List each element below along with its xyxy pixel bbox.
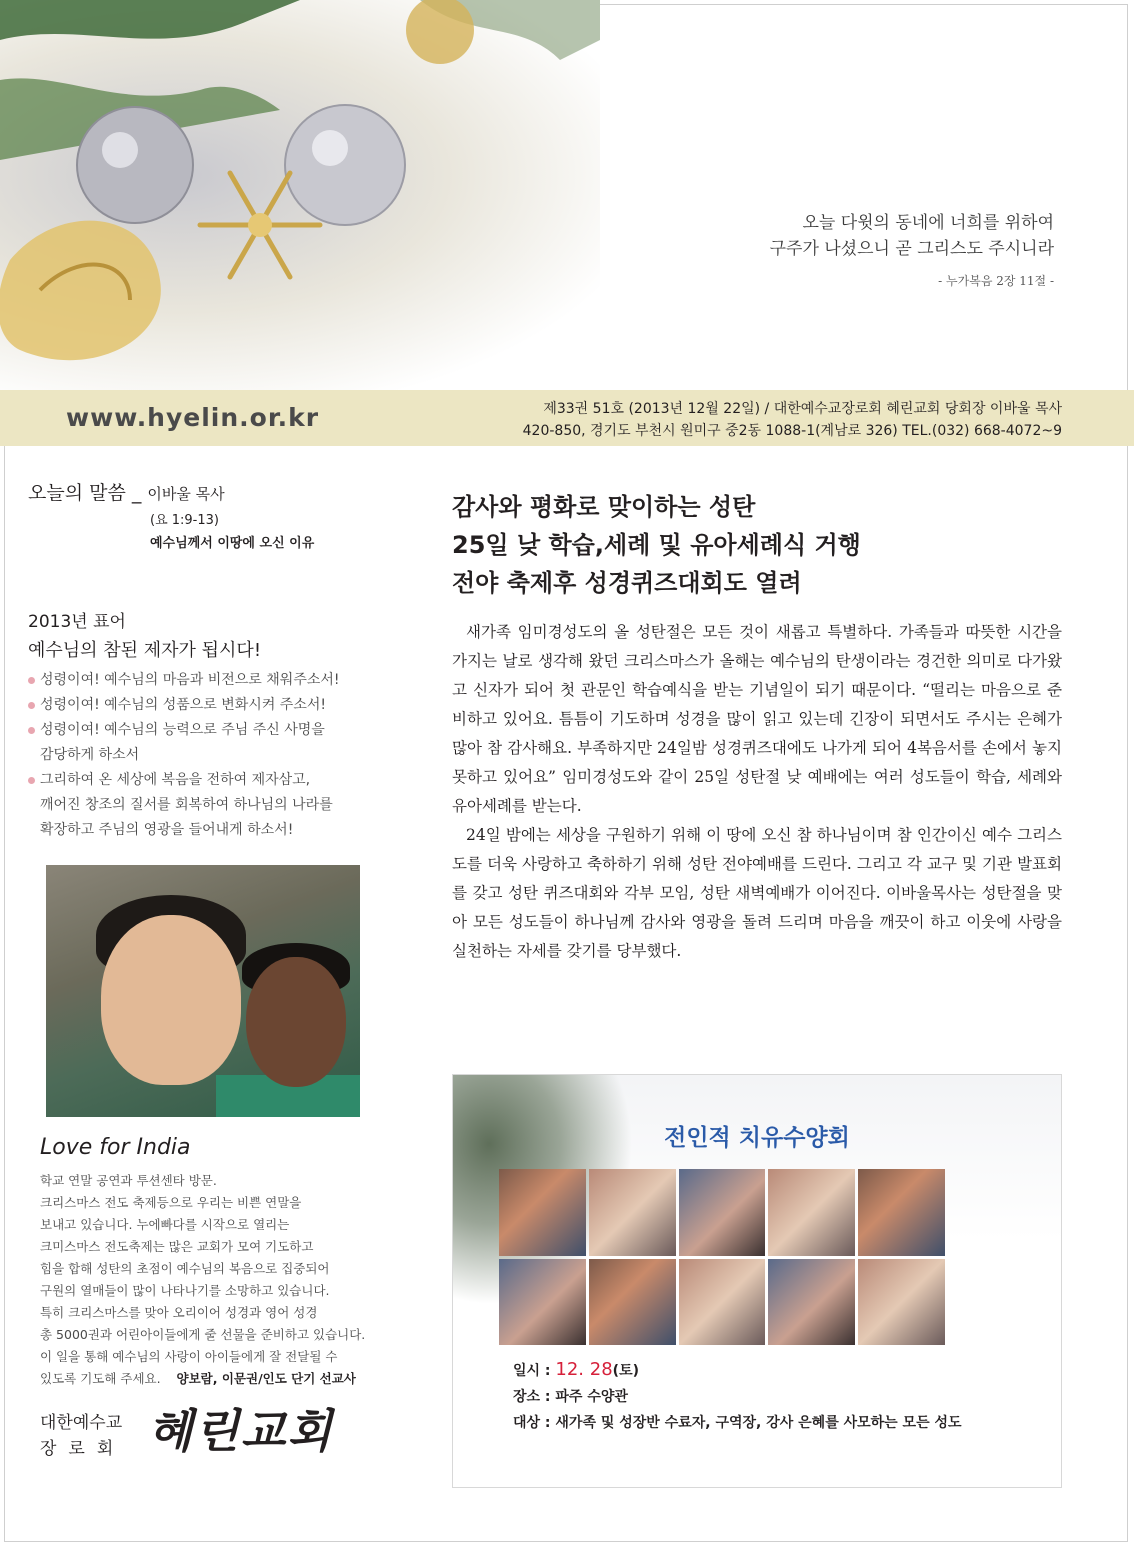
letter-line: 구원의 열매들이 많이 나타나기를 소망하고 있습니다. xyxy=(40,1283,330,1298)
retreat-photo xyxy=(768,1169,855,1256)
motto-item-continued: 감당하게 하소서 xyxy=(40,747,140,763)
mission-letter xyxy=(40,1170,370,1390)
retreat-title: 전인적 치유수양회 xyxy=(664,1125,850,1151)
headline-line: 전야 축제후 성경퀴즈대회도 열려 xyxy=(452,569,802,597)
retreat-photo xyxy=(589,1259,676,1346)
motto-item: 성령이여! 예수님의 성품으로 변화시켜 주소서! xyxy=(28,693,408,718)
motto-year: 2013년 표어 xyxy=(28,612,126,632)
retreat-details xyxy=(513,1357,962,1436)
motto-item: 그리하여 온 세상에 복음을 전하여 제자삼고, xyxy=(28,768,408,793)
letter-line: 학교 연말 공연과 투션센타 방문. xyxy=(40,1173,217,1188)
bulletin-issue-line: 제33권 51호 (2013년 12월 22일) / 대한예수교장로회 혜린교회 당회장 이바울 목사 xyxy=(543,401,1062,417)
bullet-icon xyxy=(28,677,35,684)
retreat-place: 파주 수양관 xyxy=(555,1389,628,1405)
letter-line: 특히 크리스마스를 맞아 오리이어 성경과 영어 성경 xyxy=(40,1305,318,1320)
sermon-separator: _ xyxy=(131,482,142,504)
headline-line: 25일 낮 학습,세례 및 유아세례식 거행 xyxy=(452,531,861,559)
sermon-reference: (요 1:9-13) xyxy=(150,513,219,528)
verse-reference: - 누가복음 2장 11절 - xyxy=(938,274,1054,288)
motto-list xyxy=(28,668,408,843)
gold-ribbon xyxy=(0,221,161,361)
verse-line: 구주가 나셨으니 곧 그리스도 주시니라 xyxy=(769,239,1054,259)
retreat-date-row: 일시 : 12. 28(토) xyxy=(513,1359,639,1380)
article-body xyxy=(452,618,1062,966)
retreat-day: (토) xyxy=(612,1363,639,1379)
retreat-photo xyxy=(858,1169,945,1256)
article-paragraph: 새가족 임미경성도의 올 성탄절은 모든 것이 새롭고 특별하다. 가족들과 따뜻한 시간을 가지는 날로 생각해 왔던 크리스마스가 올해는 예수님의 탄생이라는 경건한 의미로 다가왔고 신자가 되어 첫 관문인 학습예식을 받는 기념일이 되기 때문이다. “떨리는 마음으로 준비하고 있어요. 틈틈이 기도하며 성경을 많이 읽고 있는데 긴장이 되면서도 주시는 은혜가 많아 참 감사해요. 부족하지만 24일밤 성경퀴즈대에도 나가게 되어 4복음서를 손에서 놓지 못하고 있어요” 임미경성도와 같이 25일 성탄절 낮 예배에는 여러 성도들이 학습, 세례와 유아세례를 받는다. xyxy=(452,623,1062,815)
letter-line: 있도록 기도해 주세요. 양보람, 이문권/인도 단기 선교사 xyxy=(40,1371,356,1386)
letter-line: 힘을 합해 성탄의 초점이 예수님의 복음으로 집중되어 xyxy=(40,1261,330,1276)
gold-ornament xyxy=(406,0,474,64)
article-headline xyxy=(452,488,861,602)
missionaries-photo xyxy=(46,865,360,1117)
headline-line: 감사와 평화로 맞이하는 성탄 xyxy=(452,493,756,521)
church-address-line: 420-850, 경기도 부천시 원미구 중2동 1088-1(계남로 326) TEL.(032) 668-4072~9 xyxy=(522,423,1062,439)
sermon-title: 오늘의 말씀 xyxy=(28,482,126,504)
verse-line: 오늘 다윗의 동네에 너희를 위하여 xyxy=(802,213,1054,233)
denomination-label xyxy=(40,1410,125,1462)
retreat-photo xyxy=(768,1259,855,1346)
retreat-photo xyxy=(858,1259,945,1346)
retreat-photo-grid xyxy=(499,1169,945,1345)
retreat-announcement xyxy=(452,1074,1062,1488)
retreat-photo xyxy=(679,1169,766,1256)
letter-line: 보내고 있습니다. 누에빠다를 시작으로 열리는 xyxy=(40,1217,290,1232)
retreat-photo xyxy=(589,1169,676,1256)
retreat-date: 12. 28 xyxy=(555,1359,613,1380)
motto-title: 예수님의 참된 제자가 됩시다! xyxy=(28,640,262,661)
bullet-icon xyxy=(28,727,35,734)
retreat-target: 새가족 및 성장반 수료자, 구역장, 강사 은혜를 사모하는 모든 성도 xyxy=(555,1415,962,1431)
article-paragraph: 24일 밤에는 세상을 구원하기 위해 이 땅에 오신 참 하나님이며 참 인간이신 예수 그리스도를 더욱 사랑하고 축하하기 위해 성탄 전야예배를 드린다. 그리고 각 교구 및 기관 발표회를 갖고 성탄 퀴즈대회와 각부 모임, 성탄 새벽예배가 이어진다. 이바울목사는 성탄절을 맞아 모든 성도들이 하나님께 감사와 영광을 돌려 드리며 마음을 깨끗이 하고 이웃에 사랑을 실천하는 자세를 갖기를 당부했다. xyxy=(452,826,1062,960)
silver-ornament xyxy=(77,107,193,223)
motto-item-continued: 확장하고 주님의 영광을 들어내게 하소서! xyxy=(40,822,294,838)
letter-line: 크미스마스 전도축제는 많은 교회가 모여 기도하고 xyxy=(40,1239,314,1254)
sermon-heading xyxy=(28,478,408,505)
website-link[interactable]: www.hyelin.or.kr xyxy=(66,403,320,432)
church-name-logo: 혜린교회 xyxy=(148,1404,334,1458)
denomination-line: 대한예수교 xyxy=(40,1413,123,1433)
left-column xyxy=(28,478,408,843)
silver-ornament xyxy=(285,105,405,225)
retreat-photo xyxy=(679,1259,766,1346)
letter-signature: 양보람, 이문권/인도 단기 선교사 xyxy=(176,1371,356,1386)
motto-item: 성령이여! 예수님의 마음과 비전으로 채워주소서! xyxy=(28,668,408,693)
denomination-line: 장로회 xyxy=(40,1439,126,1459)
letter-line: 크리스마스 전도 축제등으로 우리는 비쁜 연말을 xyxy=(40,1195,302,1210)
mission-title: Love for India xyxy=(40,1135,191,1160)
retreat-place-row: 장소 : 파주 수양관 xyxy=(513,1389,628,1405)
bullet-icon xyxy=(28,702,35,709)
sermon-pastor: 이바울 목사 xyxy=(147,485,225,503)
retreat-photo xyxy=(499,1259,586,1346)
motto-item: 성령이여! 예수님의 능력으로 주님 주신 사명을 xyxy=(28,718,408,743)
bullet-icon xyxy=(28,777,35,784)
sermon-subtitle: 예수님께서 이땅에 오신 이유 xyxy=(150,536,315,551)
bible-verse xyxy=(634,210,1054,262)
letter-line: 총 5000권과 어린아이들에게 줄 선물을 준비하고 있습니다. xyxy=(40,1327,366,1342)
retreat-target-row: 대상 : 새가족 및 성장반 수료자, 구역장, 강사 은혜를 사모하는 모든 성도 xyxy=(513,1415,962,1431)
christmas-ornament-image xyxy=(0,0,600,390)
motto-item-continued: 깨어진 창조의 질서를 회복하여 하나님의 나라를 xyxy=(40,797,333,813)
retreat-photo xyxy=(499,1169,586,1256)
bulletin-info xyxy=(523,398,1062,442)
letter-line: 이 일을 통해 예수님의 사랑이 아이들에게 잘 전달될 수 xyxy=(40,1349,338,1364)
